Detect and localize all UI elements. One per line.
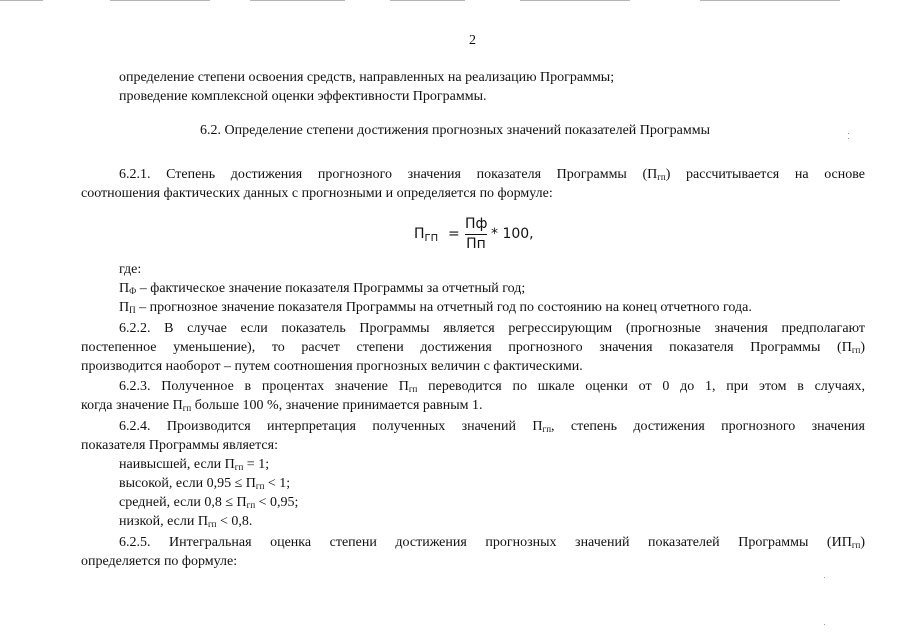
para-6-2-2-line-1: 6.2.2. В случае если показатель Программы является регрессирующим (прогнозные значения предполагают: [119, 321, 865, 336]
para-6-2-2-line-2: постепенное уменьшение), то расчет степени достижения прогнозного значения показателя Программы $(П_{гп})$: [81, 340, 865, 355]
para-6-2-3-line-2: когда значение $П_{гп}$ больше 100 %, значение принимается равным 1.: [81, 398, 483, 413]
level-low: низкой, если $П_{гп} < 0,8$.: [119, 514, 253, 529]
formula-equals: =: [448, 226, 460, 242]
definition-pp: $П_П$ – прогнозное значение показателя Программы на отчетный год по состоянию на конец отчетного года.: [119, 300, 752, 315]
scan-edge-line: [700, 0, 840, 1]
para-6-2-4-line-2: показателя Программы является:: [81, 438, 278, 453]
scan-speck: [848, 133, 849, 134]
scan-speck: [824, 577, 825, 578]
scan-speck: [824, 624, 825, 625]
definitions-where: где:: [119, 262, 142, 277]
scan-edge-line: [520, 0, 630, 1]
page-number: 2: [469, 33, 476, 48]
intro-line-1: определение степени освоения средств, направленных на реализацию Программы;: [119, 70, 615, 85]
para-6-2-5-line-2: определяется по формуле:: [81, 554, 238, 569]
fraction-bar: [465, 234, 487, 235]
section-heading: 6.2. Определение степени достижения прогнозных значений показателей Программы: [200, 123, 710, 138]
formula-pgp: [414, 216, 544, 260]
level-medium: средней, если $0,8 \le П_{гп} < 0,95$;: [119, 495, 299, 510]
formula-numerator: Пф: [465, 216, 488, 232]
level-highest: наивысшей, если $П_{гп} = 1$;: [119, 457, 270, 472]
para-6-2-5-line-1: 6.2.5. Интегральная оценка степени достижения прогнозных значений показателей Программы $(ИП_{гп})$: [119, 535, 865, 550]
para-6-2-2-line-3: производится наоборот – путем соотношения прогнозных величин с фактическими.: [81, 359, 583, 374]
formula-denominator: Пп: [466, 236, 486, 252]
scan-speck: [848, 138, 849, 139]
scan-edge-line: [0, 0, 43, 1]
scan-edge-line: [390, 0, 465, 1]
formula-fraction: [465, 216, 487, 256]
para-6-2-1-line-2: соотношения фактических данных с прогнозными и определяется по формуле:: [81, 186, 553, 201]
para-6-2-4-line-1: 6.2.4. Производится интерпретация полученных значений $П_{гп}$, степень достижения прогнозного значения: [119, 419, 865, 434]
para-6-2-3-line-1: 6.2.3. Полученное в процентах значение $П_{гп}$ переводится по шкале оценки от 0 до 1, при этом в случаях,: [119, 379, 865, 394]
scan-edge-line: [250, 0, 345, 1]
scan-edge-line: [110, 0, 210, 1]
para-6-2-1-line-1: 6.2.1. Степень достижения прогнозного значения показателя Программы $(П_{гп})$ рассчитывается на основе: [119, 167, 865, 182]
definition-pf: $П_Ф$ – фактическое значение показателя Программы за отчетный год;: [119, 281, 526, 296]
intro-line-2: проведение комплексной оценки эффективности Программы.: [119, 89, 487, 104]
level-high: высокой, если $0,95 \le П_{гп} < 1$;: [119, 476, 291, 491]
formula-tail: * 100,: [491, 226, 534, 242]
formula-lhs: $П_{ГП}$: [414, 226, 439, 244]
